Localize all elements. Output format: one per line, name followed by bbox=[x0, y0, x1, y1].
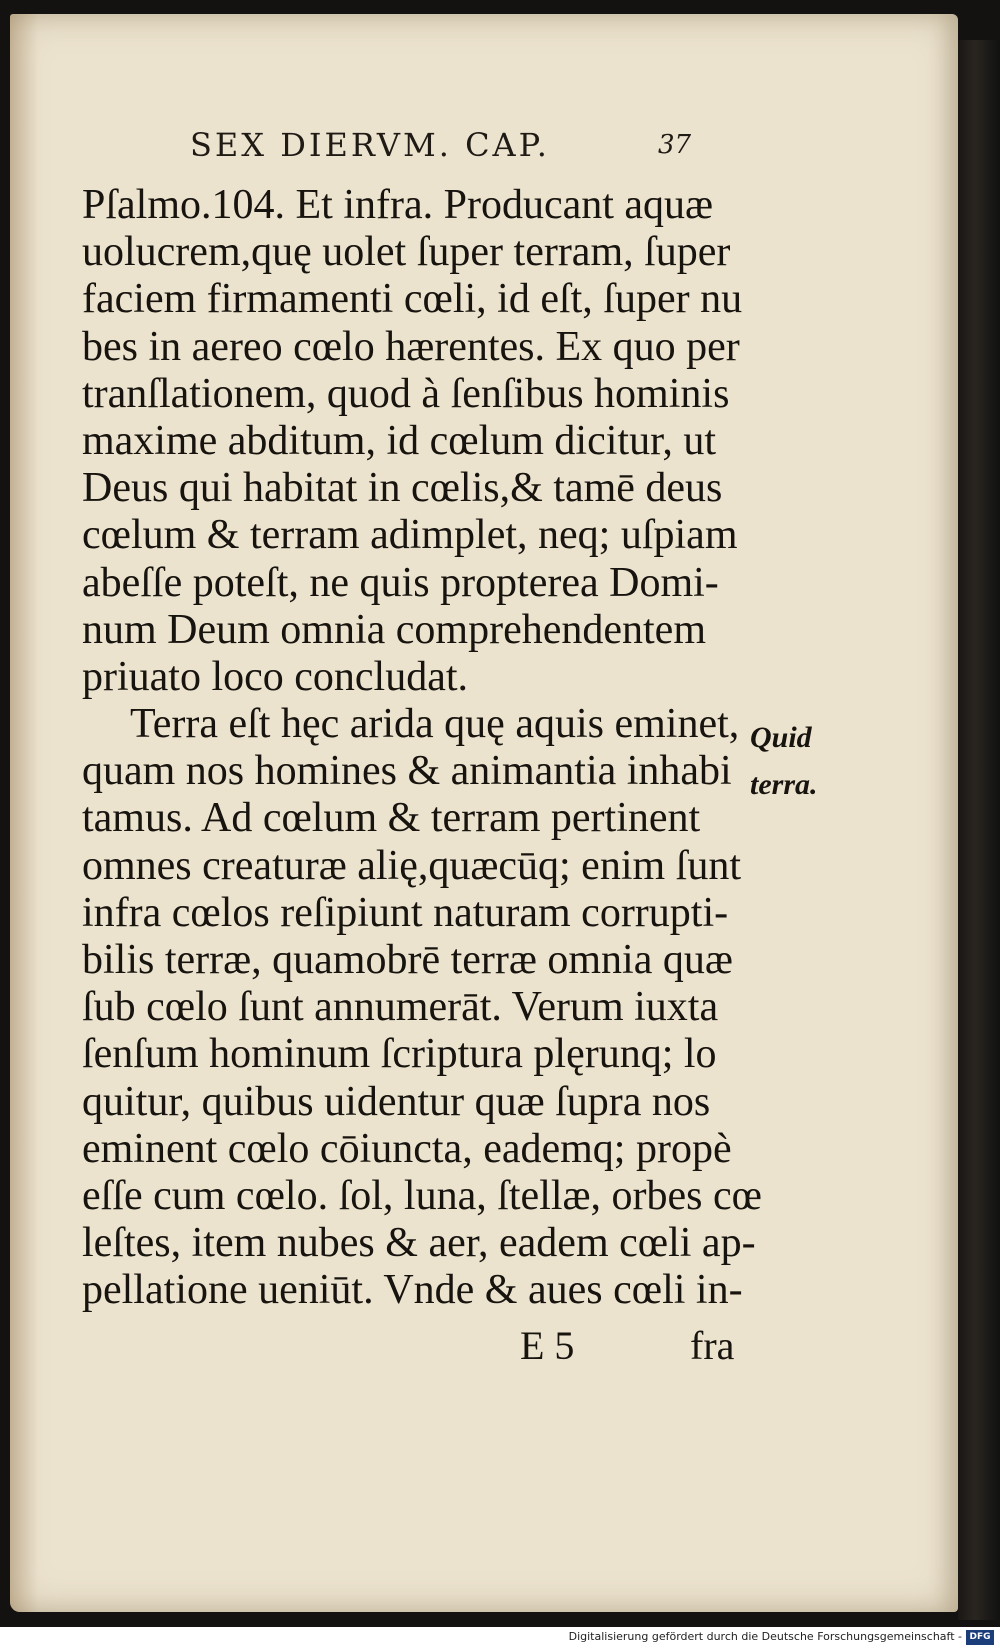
text-line: quam nos homines & animantia inhabi bbox=[82, 748, 732, 795]
text-line: Pſalmo.104. Et infra. Producant aquæ bbox=[82, 182, 714, 228]
text-line: quitur, quibus uidentur quæ ſupra nos bbox=[82, 1078, 711, 1125]
marginal-note bbox=[750, 714, 818, 808]
text-line: infra cœlos reſipiunt naturam corrupti- bbox=[82, 889, 729, 936]
marginal-note-line: Quid bbox=[750, 721, 812, 754]
page-number: 37 bbox=[658, 130, 692, 160]
text-line: leſtes, item nubes & aer, eadem cœli ap- bbox=[82, 1220, 756, 1267]
text-line: priuato loco concludat. bbox=[82, 653, 469, 700]
footer-bar bbox=[0, 1627, 1000, 1649]
text-line: eminent cœlo cōiuncta, eademq; propè bbox=[82, 1125, 732, 1172]
catchword: fra bbox=[690, 1323, 735, 1368]
marginal-note-line: terra. bbox=[750, 768, 818, 801]
signature-mark: E 5 bbox=[520, 1323, 575, 1368]
body-text bbox=[82, 182, 762, 1315]
dfg-logo: DFG bbox=[966, 1630, 994, 1645]
running-head: SEX DIERVM. CAP. bbox=[190, 126, 550, 164]
text-line: pellatione ueniūt. Vnde & aues cœli in- bbox=[82, 1267, 743, 1314]
text-line: ſenſum hominum ſcriptura plęrunq; lo bbox=[82, 1031, 717, 1078]
text-line: cœlum & terram adimplet, neq; uſpiam bbox=[82, 512, 738, 559]
book-edge bbox=[958, 40, 1000, 1620]
text-line: bilis terræ, quamobrē terræ omnia quæ bbox=[82, 937, 733, 983]
text-line: abeſſe poteſt, ne quis propterea Domi- bbox=[82, 559, 719, 606]
text-line: tranſlationem, quod à ſenſibus hominis bbox=[82, 370, 730, 417]
funding-credit: Digitalisierung gefördert durch die Deutsche Forschungsgemeinschaft - bbox=[568, 1630, 962, 1643]
text-line: bes in aereo cœlo hærentes. Ex quo per bbox=[82, 323, 740, 370]
text-line: omnes creaturæ alię,quæcūq; enim ſunt bbox=[82, 842, 741, 889]
text-line-paragraph-start: Terra eſt hęc arida quę aquis eminet, bbox=[130, 701, 740, 748]
text-line: maxime abditum, id cœlum dicitur, ut bbox=[82, 417, 717, 464]
text-line: faciem firmamenti cœli, id eſt, ſuper nu bbox=[82, 276, 743, 323]
text-line: eſſe cum cœlo. ſol, luna, ſtellæ, orbes cœ bbox=[82, 1172, 762, 1219]
text-line: uolucrem,quę uolet ſuper terram, ſuper bbox=[82, 229, 731, 276]
text-line: tamus. Ad cœlum & terram pertinent bbox=[82, 795, 701, 842]
text-line: ſub cœlo ſunt annumerāt. Verum iuxta bbox=[82, 984, 719, 1031]
book-page bbox=[10, 14, 958, 1612]
text-line: num Deum omnia comprehendentem bbox=[82, 606, 706, 653]
text-line: Deus qui habitat in cœlis,& tamē deus bbox=[82, 465, 723, 512]
